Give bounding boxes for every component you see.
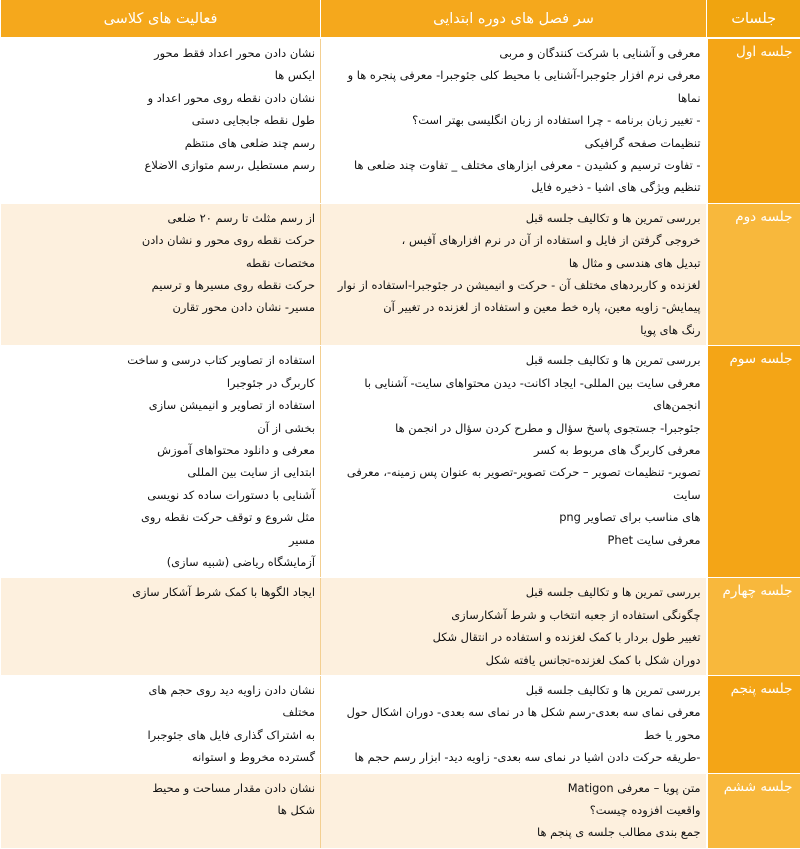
activity-line: مسیر- نشان دادن محور تقارن	[6, 296, 316, 318]
activity-line: رسم مستطیل ،رسم متوازی الاضلاع	[6, 154, 316, 176]
topic-line: معرفی سایت Phet	[326, 529, 701, 551]
header-sessions: جلسات	[707, 0, 800, 38]
activity-line: مسیر	[6, 529, 316, 551]
activity-line: شکل ها	[6, 799, 316, 821]
activity-line: از رسم مثلث تا رسم ۲۰ ضلعی	[6, 207, 316, 229]
table-row	[1, 346, 800, 578]
activity-line: طول نقطه جابجایی دستی	[6, 109, 316, 131]
activity-line: نشان دادن زاویه دید روی حجم های	[6, 679, 316, 701]
activity-line: رسم چند ضلعی های منتظم	[6, 132, 316, 154]
activity-line: نشان دادن مقدار مساحت و محیط	[6, 777, 316, 799]
session-label: جلسه پنجم	[707, 675, 800, 773]
topic-line: جئوجبرا- جستجوی پاسخ سؤال و مطرح کردن سؤال در انجمن ها	[326, 417, 701, 439]
topic-line: واقعیت افزوده چیست؟	[326, 799, 701, 821]
topics-cell	[321, 578, 707, 676]
topic-line: تبدیل های هندسی و مثال ها	[326, 252, 701, 274]
activity-line: مختلف	[6, 701, 316, 723]
header-topics: سر فصل های دوره ابتدایی	[321, 0, 707, 38]
topics-cell	[321, 346, 707, 578]
topic-line: معرفی و آشنایی با شرکت کنندگان و مربی	[326, 42, 701, 64]
activity-line: آزمایشگاه ریاضی (شبیه سازی)	[6, 551, 316, 573]
topic-line: معرفی نرم افزار جئوجبرا-آشنایی با محیط کلی جئوجبرا- معرفی پنجره ها و نماها	[326, 64, 701, 109]
topic-line: بررسی تمرین ها و تکالیف جلسه قبل	[326, 679, 701, 701]
table-row	[1, 773, 800, 848]
topic-line: معرفی نمای سه بعدی-رسم شکل ها در نمای سه بعدی- دوران اشکال حول محور یا خط	[326, 701, 701, 746]
activity-line: گسترده مخروط و استوانه	[6, 746, 316, 768]
class-activities-cell	[1, 346, 321, 578]
topics-cell	[321, 675, 707, 773]
topics-cell	[321, 203, 707, 345]
class-activities-cell	[1, 38, 321, 203]
activity-line: نشان دادن محور اعداد فقط محور	[6, 42, 316, 64]
activity-line: حرکت نقطه روی محور و نشان دادن	[6, 229, 316, 251]
topic-line: جمع بندی مطالب جلسه ی پنجم ها	[326, 821, 701, 843]
topic-line: بررسی تمرین ها و تکالیف جلسه قبل	[326, 207, 701, 229]
activity-line: ابتدایی از سایت بین المللی	[6, 461, 316, 483]
class-activities-cell	[1, 203, 321, 345]
activity-line: بخشی از آن	[6, 417, 316, 439]
activity-line: معرفی و دانلود محتواهای آموزش	[6, 439, 316, 461]
topic-line: متن پویا – معرفی Matigon	[326, 777, 701, 799]
class-activities-cell	[1, 675, 321, 773]
activity-line: حرکت نقطه روی مسیرها و ترسیم	[6, 274, 316, 296]
topic-line: بررسی تمرین ها و تکالیف جلسه قبل	[326, 349, 701, 371]
table-row	[1, 203, 800, 345]
topic-line: - تفاوت ترسیم و کشیدن - معرفی ابزارهای مختلف _ تفاوت چند ضلعی ها	[326, 154, 701, 176]
header-class-activities: فعالیت های کلاسی	[1, 0, 321, 38]
activity-line: ایکس ها	[6, 64, 316, 86]
topic-line: معرفی سایت بین المللی- ایجاد اکانت- دیدن محتواهای سایت- آشنایی با انجمن‌های	[326, 372, 701, 417]
topics-cell	[321, 773, 707, 848]
activity-line: به اشتراک گذاری فایل های جئوجبرا	[6, 724, 316, 746]
topic-line: معرفی کاربرگ های مربوط به کسر	[326, 439, 701, 461]
table-row	[1, 38, 800, 203]
topic-line: -طریقه حرکت دادن اشیا در نمای سه بعدی- زاویه دید- ابزار رسم حجم ها	[326, 746, 701, 768]
topic-line: لغزنده و کاربردهای مختلف آن - حرکت و انیمیشن در جئوجبرا-استفاده از نوار	[326, 274, 701, 296]
topic-line: های مناسب برای تصاویر png	[326, 506, 701, 528]
activity-line: استفاده از تصاویر کتاب درسی و ساخت	[6, 349, 316, 371]
session-label: جلسه دوم	[707, 203, 800, 345]
topic-line: تنظیم ویژگی های اشیا - ذخیره فایل	[326, 176, 701, 198]
activity-line: ایجاد الگوها با کمک شرط آشکار سازی	[6, 581, 316, 603]
session-label: جلسه چهارم	[707, 578, 800, 676]
topic-line: تغییر طول بردار با کمک لغزنده و استفاده در انتقال شکل	[326, 626, 701, 648]
topic-line: چگونگی استفاده از جعبه انتخاب و شرط آشکارسازی	[326, 604, 701, 626]
session-label: جلسه اول	[707, 38, 800, 203]
topic-line: دوران شکل با کمک لغزنده-تجانس یافته شکل	[326, 649, 701, 671]
topic-line: بررسی تمرین ها و تکالیف جلسه قبل	[326, 581, 701, 603]
topic-line: خروجی گرفتن از فایل و استفاده از آن در نرم افزارهای آفیس ،	[326, 229, 701, 251]
activity-line: استفاده از تصاویر و انیمیشن سازی	[6, 394, 316, 416]
topic-line: تصویر- تنظیمات تصویر – حرکت تصویر-تصویر به عنوان پس زمینه-، معرفی سایت	[326, 461, 701, 506]
topic-line: - تغییر زبان برنامه - چرا استفاده از زبان انگلیسی بهتر است؟	[326, 109, 701, 131]
activity-line: کاربرگ در جئوجبرا	[6, 372, 316, 394]
activity-line: آشنایی با دستورات ساده کد نویسی	[6, 484, 316, 506]
class-activities-cell	[1, 578, 321, 676]
topic-line: تنظیمات صفحه گرافیکی	[326, 132, 701, 154]
activity-line: مختصات نقطه	[6, 252, 316, 274]
activity-line: مثل شروع و توقف حرکت نقطه روی	[6, 506, 316, 528]
session-label: جلسه سوم	[707, 346, 800, 578]
table-row	[1, 578, 800, 676]
topic-line: رنگ های پویا	[326, 319, 701, 341]
activity-line: نشان دادن نقطه روی محور اعداد و	[6, 87, 316, 109]
class-activities-cell	[1, 773, 321, 848]
topic-line: پیمایش- زاویه معین، پاره خط معین و استفاده از لغزنده در تغییر آن	[326, 296, 701, 318]
topics-cell	[321, 38, 707, 203]
header-row	[1, 0, 800, 38]
table-body	[1, 38, 800, 848]
table-row	[1, 675, 800, 773]
session-label: جلسه ششم	[707, 773, 800, 848]
